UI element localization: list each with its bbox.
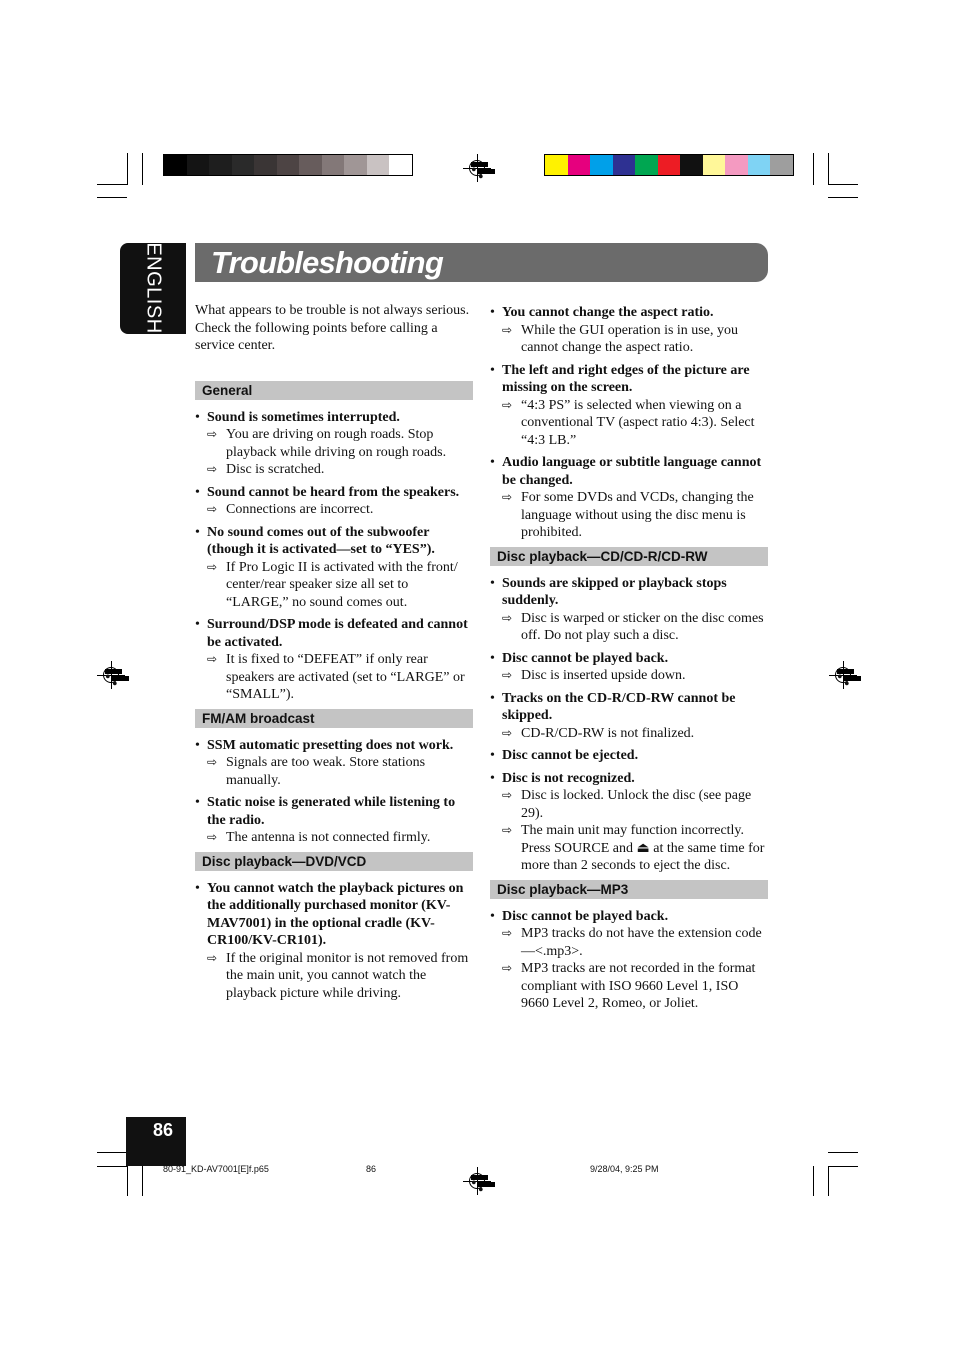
solution-label: The antenna is not connected firmly. <box>226 830 431 845</box>
gray-swatch <box>254 155 277 175</box>
gray-swatch <box>209 155 232 175</box>
solution-text <box>195 559 473 612</box>
solution-label: For some DVDs and VCDs, changing the language without using the disc menu is prohibited. <box>521 490 754 540</box>
solution-label: MP3 tracks do not have the extension code—<.mp3>. <box>521 926 762 959</box>
arrow-right-icon: ⇨ <box>502 823 513 837</box>
right-top-items <box>490 304 768 542</box>
arrow-right-icon: ⇨ <box>502 490 513 504</box>
solution-text <box>490 322 768 357</box>
gray-swatch <box>187 155 210 175</box>
solution-label: Disc is scratched. <box>226 462 325 477</box>
section-heading: Disc playback—MP3 <box>490 880 768 899</box>
trouble-item <box>490 650 768 685</box>
arrow-right-icon: ⇨ <box>502 725 513 740</box>
trouble-item <box>195 524 473 612</box>
solution-text <box>490 610 768 645</box>
registration-mark-icon <box>467 1171 487 1191</box>
problem-text: • No sound comes out of the subwoofer (though it is activated—set to “YES”). <box>195 524 473 559</box>
right-sections <box>490 547 768 1013</box>
solution-label: MP3 tracks are not recorded in the format compliant with ISO 9660 Level 1, ISO 9660 Level 2, Romeo, or Joliet. <box>521 961 756 1011</box>
solution-text <box>490 787 768 822</box>
arrow-right-icon: ⇨ <box>502 926 513 940</box>
problem-text: • You cannot watch the playback pictures on the additionally purchased monitor (KV-MAV7001) in the optional cradle (KV-CR100/KV-CR101). <box>195 880 473 950</box>
problem-text: • Sounds are skipped or playback stops suddenly. <box>490 575 768 610</box>
solution-text <box>195 829 473 847</box>
arrow-right-icon: ⇨ <box>207 559 218 574</box>
solution-text <box>490 960 768 1013</box>
problem-text: • Disc cannot be played back. <box>490 908 768 926</box>
solution-label: Disc is warped or sticker on the disc comes off. Do not play such a disc. <box>521 610 764 643</box>
section-heading: Disc playback—CD/CD-R/CD-RW <box>490 547 768 566</box>
problem-text: • Sound cannot be heard from the speakers. <box>195 484 473 502</box>
solution-label: Disc is inserted upside down. <box>521 668 686 683</box>
gray-swatch <box>164 155 187 175</box>
solution-label: If the original monitor is not removed from the main unit, you cannot watch the playback picture while driving. <box>226 950 469 1001</box>
footer-file: 80-91_KD-AV7001[E]f.p65 <box>163 1164 269 1174</box>
intro-paragraph: What appears to be trouble is not always serious. Check the following points before calling a service center. <box>195 303 470 353</box>
trouble-item <box>195 880 473 1003</box>
trouble-item <box>195 484 473 519</box>
color-swatch <box>635 155 658 175</box>
trouble-item <box>490 770 768 875</box>
solution-text <box>195 426 473 461</box>
solution-text <box>195 501 473 519</box>
problem-text: • Disc is not recognized. <box>490 770 768 788</box>
arrow-right-icon: ⇨ <box>502 397 513 412</box>
color-swatch <box>568 155 591 175</box>
arrow-right-icon: ⇨ <box>207 427 218 441</box>
problem-text: • Sound is sometimes interrupted. <box>195 409 473 427</box>
arrow-right-icon: ⇨ <box>207 830 218 844</box>
arrow-right-icon: ⇨ <box>502 322 513 337</box>
arrow-right-icon: ⇨ <box>207 755 218 769</box>
footer-page: 86 <box>366 1164 377 1174</box>
language-tab <box>120 243 186 334</box>
trouble-item <box>490 575 768 645</box>
trouble-item <box>490 454 768 542</box>
trouble-item <box>490 304 768 357</box>
solution-label: You are driving on rough roads. Stop playback while driving on rough roads. <box>226 427 447 460</box>
arrow-right-icon: ⇨ <box>502 610 513 625</box>
trouble-item <box>195 616 473 704</box>
arrow-right-icon: ⇨ <box>502 961 513 975</box>
color-swatch <box>748 155 771 175</box>
problem-text: • Audio language or subtitle language cannot be changed. <box>490 454 768 489</box>
problem-text: • You cannot change the aspect ratio. <box>490 304 768 322</box>
solution-label: Disc is locked. Unlock the disc (see page 29). <box>521 788 752 821</box>
solution-text <box>490 925 768 960</box>
solution-label: CD-R/CD-RW is not finalized. <box>521 725 695 741</box>
arrow-right-icon: ⇨ <box>207 502 218 516</box>
solution-label: While the GUI operation is in use, you cannot change the aspect ratio. <box>521 322 738 355</box>
left-column <box>195 302 473 1007</box>
solution-label: “4:3 PS” is selected when viewing on a conventional TV (aspect ratio 4:3). Select “4:3 LB.” <box>521 397 755 448</box>
trouble-item <box>195 737 473 790</box>
solution-text <box>195 461 473 479</box>
color-swatch <box>545 155 568 175</box>
color-swatch <box>658 155 681 175</box>
arrow-right-icon: ⇨ <box>207 950 218 965</box>
solution-label: The main unit may function incorrectly. Press SOURCE and ⏏ at the same time for more than 2 seconds to eject the disc. <box>521 823 765 873</box>
trouble-item <box>490 362 768 450</box>
color-swatch <box>770 155 793 175</box>
arrow-right-icon: ⇨ <box>502 788 513 802</box>
solution-label: Connections are incorrect. <box>226 502 374 517</box>
color-swatch <box>680 155 703 175</box>
trouble-item <box>195 794 473 847</box>
trouble-item <box>490 908 768 1013</box>
solution-label: If Pro Logic II is activated with the front/ center/rear speaker size all set to “LARGE,” no sound comes out. <box>226 559 458 610</box>
gray-swatch <box>344 155 367 175</box>
page-number: 86 <box>153 1120 174 1140</box>
solution-text <box>490 822 768 875</box>
section-heading: General <box>195 381 473 400</box>
gray-swatch <box>389 155 412 175</box>
arrow-right-icon: ⇨ <box>207 652 218 666</box>
solution-text <box>195 651 473 704</box>
problem-text: • Surround/DSP mode is defeated and cannot be activated. <box>195 616 473 651</box>
problem-text: • SSM automatic presetting does not work. <box>195 737 473 755</box>
color-swatch <box>725 155 748 175</box>
language-tab-label: ENGLISH <box>142 242 165 334</box>
gray-swatch <box>277 155 300 175</box>
footer-timestamp: 9/28/04, 9:25 PM <box>590 1164 659 1174</box>
problem-text: • Static noise is generated while listening to the radio. <box>195 794 473 829</box>
color-swatch <box>613 155 636 175</box>
gray-swatch <box>322 155 345 175</box>
title-bar <box>195 243 768 282</box>
solution-text <box>490 397 768 450</box>
right-column <box>490 304 768 1018</box>
section-heading: FM/AM broadcast <box>195 709 473 728</box>
arrow-right-icon: ⇨ <box>502 668 513 682</box>
color-swatch <box>590 155 613 175</box>
solution-text <box>195 950 473 1003</box>
registration-mark-icon <box>833 665 853 685</box>
solution-text <box>490 489 768 542</box>
problem-text: • Disc cannot be ejected. <box>490 747 768 765</box>
solution-text <box>195 754 473 789</box>
arrow-right-icon: ⇨ <box>207 462 218 476</box>
color-swatch <box>703 155 726 175</box>
color-calibration-bar <box>544 154 794 176</box>
grayscale-calibration-bar <box>163 154 413 176</box>
page-number-box <box>126 1117 186 1166</box>
gray-swatch <box>232 155 255 175</box>
trouble-item <box>490 690 768 743</box>
gray-swatch <box>299 155 322 175</box>
gray-swatch <box>367 155 390 175</box>
solution-label: It is fixed to “DEFEAT” if only rear speakers are activated (set to “LARGE” or “SMALL”). <box>226 652 465 702</box>
section-heading: Disc playback—DVD/VCD <box>195 852 473 871</box>
left-sections <box>195 381 473 1003</box>
trouble-item <box>195 409 473 479</box>
solution-text <box>490 725 768 743</box>
registration-mark-icon <box>101 665 121 685</box>
solution-text <box>490 667 768 685</box>
registration-mark-icon <box>467 158 487 178</box>
trouble-item <box>490 747 768 765</box>
problem-text: • Disc cannot be played back. <box>490 650 768 668</box>
solution-label: Signals are too weak. Store stations manually. <box>226 755 426 788</box>
problem-text: • The left and right edges of the picture are missing on the screen. <box>490 362 768 397</box>
problem-text: • Tracks on the CD-R/CD-RW cannot be skipped. <box>490 690 768 725</box>
page-title: Troubleshooting <box>211 245 443 280</box>
